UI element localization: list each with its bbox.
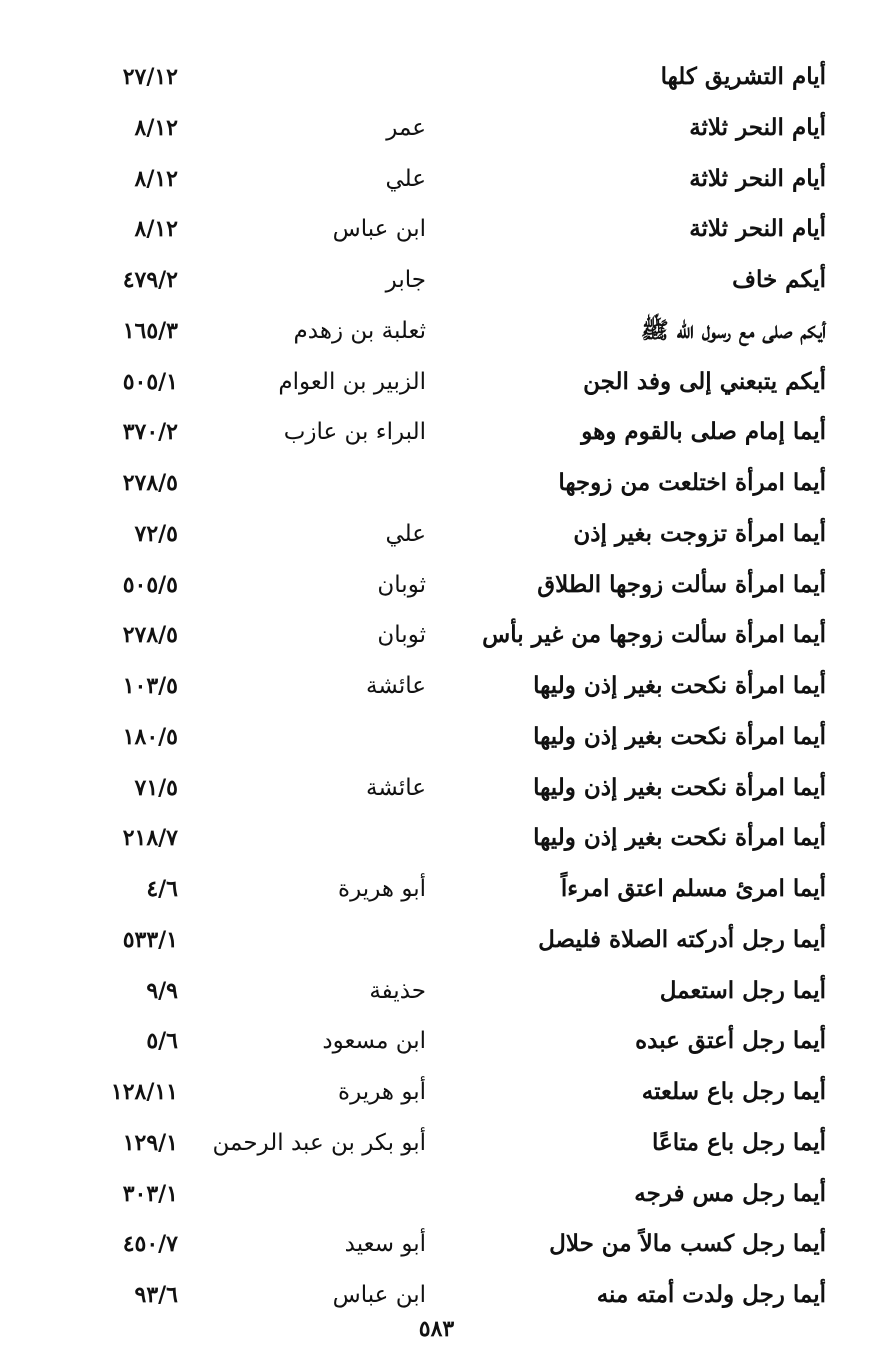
hadith-text: أيام النحر ثلاثة [689, 215, 826, 243]
index-entry [0, 1016, 873, 1067]
index-entry [0, 458, 873, 509]
volume-page-reference: ٥/٦ [146, 1028, 178, 1055]
index-entry [0, 154, 873, 205]
volume-page-reference: ١٨٠/٥ [122, 723, 178, 750]
narrator-name: عائشة [366, 774, 426, 801]
index-entry [0, 1169, 873, 1220]
hadith-text: أيام النحر ثلاثة [689, 113, 826, 141]
volume-page-reference: ٨/١٢ [134, 216, 178, 243]
hadith-text: أيكم صلى مع رسول الله ﷺ [640, 316, 826, 344]
narrator-name: أبو بكر بن عبد الرحمن [212, 1129, 426, 1156]
narrator-name: حذيفة [369, 977, 426, 1004]
hadith-text: أيما امرأة نكحت بغير إذن وليها [533, 722, 826, 750]
hadith-text: أيكم خاف [732, 266, 826, 293]
hadith-text: أيما رجل باع سلعته [641, 1078, 826, 1105]
hadith-text: أيما امرئ مسلم اعتق امرءاً [560, 875, 826, 902]
page-number: ٥٨٣ [418, 1316, 455, 1342]
index-entry [0, 255, 873, 306]
hadith-text: أيام النحر ثلاثة [689, 164, 826, 192]
narrator-name [196, 712, 426, 762]
volume-page-reference: ١٠٣/٥ [122, 673, 178, 699]
volume-page-reference: ٧٢/٥ [134, 520, 178, 547]
index-entry [0, 204, 873, 255]
index-entry [0, 1270, 873, 1321]
hadith-text: أيما امرأة نكحت بغير إذن وليها [533, 824, 826, 852]
volume-page-reference: ٨/١٢ [134, 114, 178, 141]
hadith-text: أيما إمام صلى بالقوم وهو [581, 418, 826, 446]
hadith-text: أيما رجل ولدت أمته منه [596, 1281, 826, 1308]
narrator-name: ابن عباس [332, 216, 426, 243]
hadith-text: أيما امرأة نكحت بغير إذن وليها [533, 773, 826, 801]
volume-page-reference: ٢١٨/٧ [122, 825, 178, 852]
index-entry [0, 661, 873, 712]
index-entry [0, 103, 873, 154]
volume-page-reference: ١٢٩/١ [122, 1129, 178, 1156]
index-entry [0, 864, 873, 915]
index-entry [0, 966, 873, 1017]
narrator-name: علي [385, 520, 426, 547]
index-entry [0, 813, 873, 864]
volume-page-reference: ٤/٦ [146, 876, 178, 902]
volume-page-reference: ٩٣/٦ [134, 1282, 178, 1308]
volume-page-reference: ١٦٥/٣ [122, 317, 178, 344]
narrator-name [196, 1169, 426, 1219]
hadith-text: أيما رجل استعمل [659, 976, 826, 1004]
narrator-name: ابن مسعود [322, 1028, 426, 1055]
narrator-name: ثعلبة بن زهدم [293, 317, 426, 344]
hadith-text: أيكم يتبعني إلى وفد الجن [583, 367, 826, 395]
hadith-text: أيما رجل أدركته الصلاة فليصل [538, 925, 826, 953]
index-entry [0, 52, 873, 103]
narrator-name [196, 813, 426, 863]
narrator-name [196, 458, 426, 508]
volume-page-reference: ٣٧٠/٢ [122, 419, 178, 446]
index-entries-list [0, 52, 873, 1321]
index-entry [0, 915, 873, 966]
hadith-text: أيما امرأة اختلعت من زوجها [558, 469, 826, 496]
narrator-name: أبو سعيد [344, 1231, 426, 1258]
volume-page-reference: ٢٧/١٢ [122, 64, 178, 90]
narrator-name: ثوبان [377, 622, 426, 649]
narrator-name: عائشة [366, 673, 426, 699]
index-entry [0, 407, 873, 458]
volume-page-reference: ٢٧٨/٥ [122, 622, 178, 649]
narrator-name: البراء بن عازب [283, 419, 426, 446]
hadith-text: أيما امرأة تزوجت بغير إذن [573, 519, 826, 547]
narrator-name: جابر [385, 267, 426, 293]
narrator-name: علي [385, 165, 426, 192]
hadith-text: أيما رجل كسب مالاً من حلال [549, 1230, 826, 1258]
index-entry [0, 560, 873, 611]
volume-page-reference: ٤٧٩/٢ [122, 267, 178, 293]
volume-page-reference: ١٢٨/١١ [110, 1079, 178, 1105]
narrator-name: أبو هريرة [338, 876, 426, 902]
index-entry [0, 1118, 873, 1169]
hadith-text: أيما امرأة سألت زوجها من غير بأس [482, 621, 826, 649]
narrator-name: ابن عباس [332, 1282, 426, 1308]
hadith-text: أيام التشريق كلها [660, 63, 826, 90]
volume-page-reference: ٧١/٥ [134, 774, 178, 801]
narrator-name [196, 52, 426, 102]
index-entry [0, 357, 873, 408]
index-entry [0, 763, 873, 814]
narrator-name: عمر [386, 114, 426, 141]
volume-page-reference: ٥٠٥/١ [122, 368, 178, 395]
hadith-text: أيما امرأة نكحت بغير إذن وليها [533, 672, 826, 699]
volume-page-reference: ٥٣٣/١ [122, 926, 178, 953]
index-entry [0, 712, 873, 763]
narrator-name: أبو هريرة [338, 1079, 426, 1105]
hadith-text: أيما رجل أعتق عبده [635, 1027, 826, 1055]
hadith-text: أيما امرأة سألت زوجها الطلاق [537, 570, 826, 598]
index-entry [0, 1067, 873, 1118]
narrator-name: ثوبان [377, 571, 426, 598]
narrator-name [196, 915, 426, 965]
hadith-text: أيما رجل مس فرجه [634, 1179, 826, 1207]
volume-page-reference: ٣٠٣/١ [122, 1180, 178, 1207]
index-entry [0, 610, 873, 661]
volume-page-reference: ٢٧٨/٥ [122, 470, 178, 496]
index-entry [0, 1219, 873, 1270]
narrator-name: الزبير بن العوام [278, 368, 426, 395]
index-entry [0, 306, 873, 357]
volume-page-reference: ٨/١٢ [134, 165, 178, 192]
hadith-text: أيما رجل باع متاعًا [652, 1128, 826, 1156]
index-entry [0, 509, 873, 560]
volume-page-reference: ٥٠٥/٥ [122, 571, 178, 598]
volume-page-reference: ٩/٩ [146, 977, 178, 1004]
volume-page-reference: ٤٥٠/٧ [122, 1231, 178, 1258]
